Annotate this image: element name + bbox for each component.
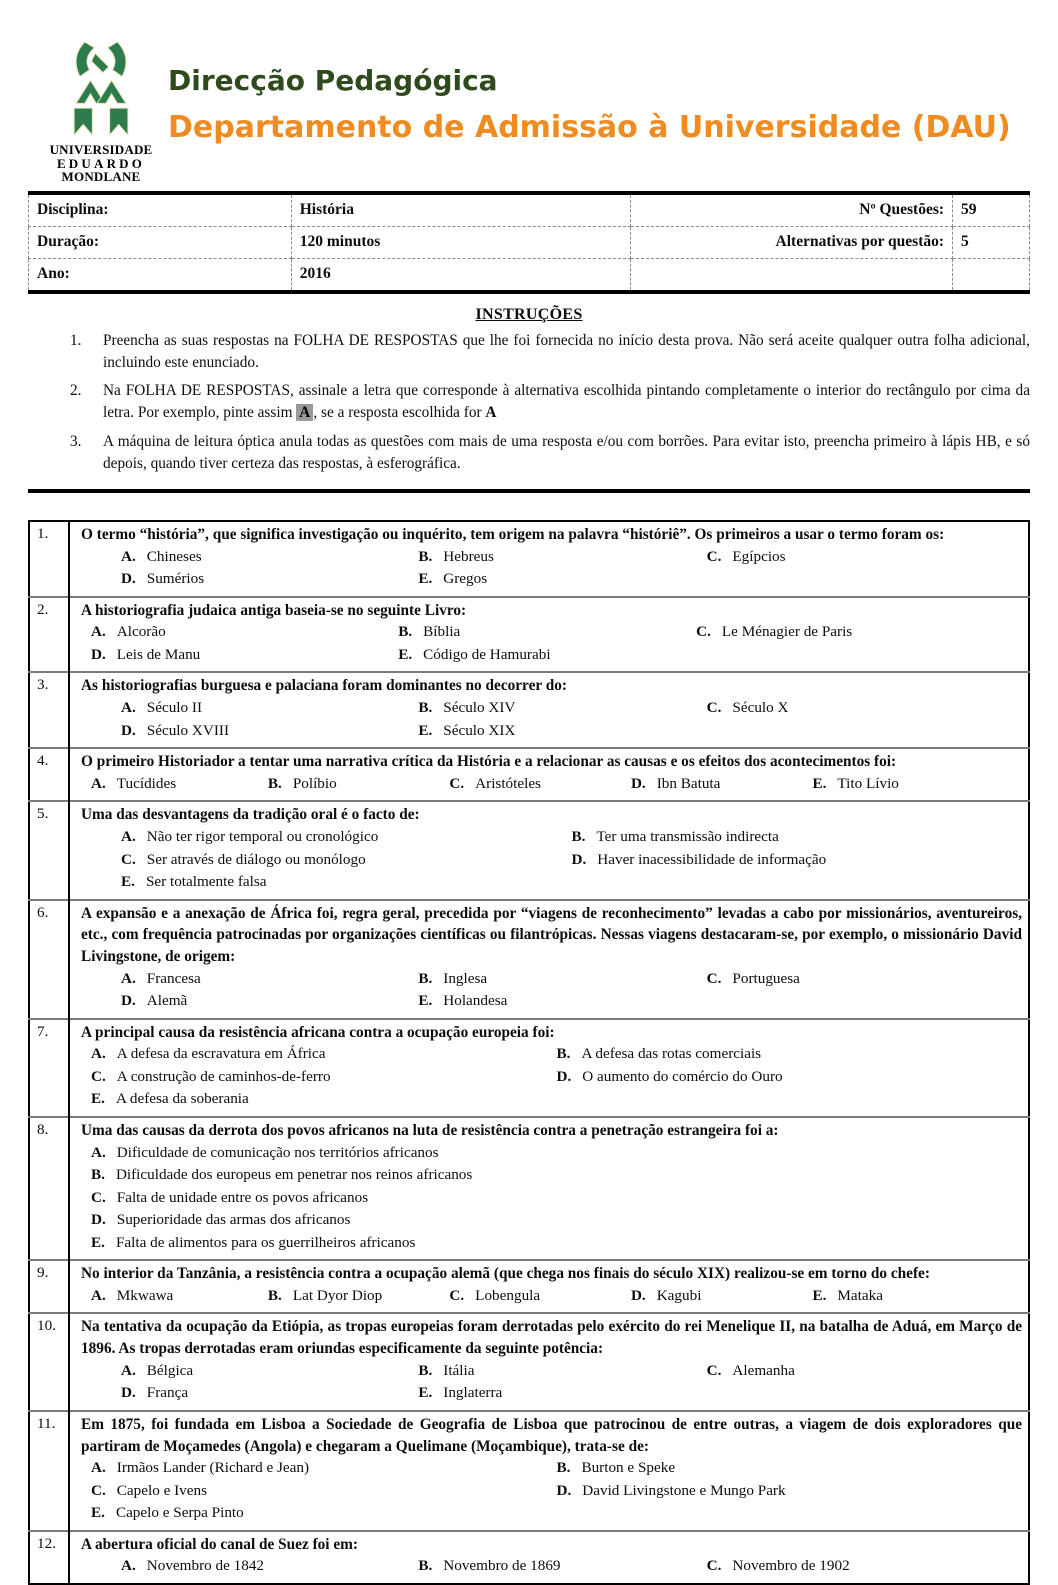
question-number: 2. [29, 597, 69, 673]
option-text: Século X [732, 699, 789, 717]
question-stem: As historiografias burguesa e palaciana foram dominantes no decorrer do: [81, 677, 567, 695]
option-letter: A. [121, 1557, 136, 1575]
option-text: Holandesa [443, 992, 508, 1010]
answer-letter-example: A [485, 404, 497, 422]
option-letter: D. [121, 570, 136, 588]
alternativas-label: Alternativas por questão: [631, 226, 953, 258]
answer-option [418, 1382, 706, 1405]
option-letter: E. [418, 721, 433, 739]
info-empty-cell [631, 258, 953, 292]
question-cell [69, 597, 1029, 673]
option-text: Burton e Speke [581, 1459, 676, 1477]
option-text: Capelo e Serpa Pinto [115, 1504, 244, 1522]
question-row [29, 1019, 1029, 1117]
option-text: A defesa da soberania [115, 1090, 249, 1108]
option-letter: D. [121, 992, 136, 1010]
option-letter: B. [571, 828, 586, 846]
answer-option [707, 968, 1022, 991]
uem-emblem-icon [53, 40, 149, 136]
question-options [81, 1457, 1022, 1525]
option-text: Alcorão [116, 623, 166, 641]
option-text: Novembro de 1902 [732, 1557, 850, 1575]
answer-option [631, 773, 813, 796]
option-text: Dificuldade de comunicação nos territórios africanos [116, 1143, 439, 1161]
question-row [29, 801, 1029, 899]
question-options [81, 1043, 1022, 1111]
question-options [81, 1360, 1022, 1405]
instructions-section [28, 306, 1030, 475]
option-letter: E. [418, 1384, 433, 1402]
option-text: Ser através de diálogo ou monólogo [146, 850, 366, 868]
option-letter: E. [121, 873, 135, 891]
answer-option [418, 720, 706, 743]
answer-option [557, 1043, 1023, 1066]
question-stem: O termo “história”, que significa investigação ou inquérito, tem origem na palavra “históriê”. Os primeiros a usar o termo foram os: [81, 525, 945, 543]
option-letter: B. [418, 1557, 433, 1575]
disciplina-label: Disciplina: [29, 193, 292, 227]
option-letter: D. [121, 1384, 136, 1402]
answer-option [707, 697, 1022, 720]
option-letter: C. [706, 1361, 722, 1379]
answer-option [557, 1066, 1023, 1089]
section-divider-rule [28, 489, 1030, 493]
option-text: Século II [146, 699, 203, 717]
question-options [81, 968, 1022, 1013]
option-letter: E. [418, 570, 433, 588]
question-number: 6. [29, 900, 69, 1019]
question-number: 12. [29, 1531, 69, 1584]
question-row [29, 748, 1029, 801]
question-options [81, 826, 1022, 894]
answer-option [398, 621, 696, 644]
option-letter: B. [418, 699, 433, 717]
question-cell [69, 521, 1029, 597]
question-cell [69, 1019, 1029, 1117]
answer-option [91, 1285, 268, 1308]
option-text: Mataka [837, 1286, 883, 1304]
answer-option [91, 1209, 1022, 1232]
option-text: Capelo e Ivens [116, 1481, 208, 1499]
answer-option [418, 990, 706, 1013]
ano-label: Ano: [29, 258, 292, 292]
department-title: Departamento de Admissão à Universidade (DAU) [168, 109, 1011, 145]
question-number: 1. [29, 521, 69, 597]
option-letter: B. [418, 547, 433, 565]
option-letter: A. [91, 1286, 106, 1304]
option-letter: C. [706, 969, 722, 987]
option-letter: C. [121, 850, 136, 868]
option-text: A defesa da escravatura em África [116, 1045, 326, 1063]
instructions-title: INSTRUÇÕES [475, 305, 583, 323]
option-letter: B. [267, 774, 282, 792]
header-titles [168, 40, 1011, 144]
answer-option [707, 1555, 1022, 1578]
option-letter: A. [91, 774, 106, 792]
answer-option [418, 568, 706, 591]
option-text: Inglaterra [443, 1384, 503, 1402]
answer-option [121, 968, 418, 991]
instruction-item-2 [28, 380, 1030, 424]
university-name [46, 143, 156, 184]
option-text: Portuguesa [732, 969, 800, 987]
university-name-line3: MONDLANE [61, 169, 141, 185]
instruction-item-3 [28, 431, 1030, 475]
answer-option [812, 773, 1021, 796]
option-text: França [146, 1384, 189, 1402]
info-row-disciplina [29, 193, 1030, 227]
option-letter: C. [91, 1481, 106, 1499]
option-text: Inglesa [443, 969, 488, 987]
question-row [29, 597, 1029, 673]
answer-option [121, 990, 418, 1013]
alternativas-value: 5 [953, 226, 1030, 258]
answer-option [121, 849, 572, 872]
ano-value: 2016 [291, 258, 631, 292]
option-letter: A. [121, 969, 136, 987]
option-text: Século XIX [443, 721, 516, 739]
university-name-line1: UNIVERSIDADE [49, 142, 153, 157]
answer-option [91, 1232, 1022, 1255]
filled-answer-example-mark: A [296, 404, 313, 421]
question-stem: Uma das desvantagens da tradição oral é o facto de: [81, 806, 420, 824]
option-text: David Livingstone e Mungo Park [582, 1481, 786, 1499]
option-text: Século XVIII [146, 721, 230, 739]
answer-option [696, 621, 1022, 644]
answer-option [91, 621, 398, 644]
option-letter: C. [91, 1067, 106, 1085]
answer-option [812, 1285, 1021, 1308]
answer-option [449, 773, 631, 796]
question-row [29, 1531, 1029, 1584]
answer-option [572, 826, 1023, 849]
option-letter: D. [91, 645, 106, 663]
answer-option [121, 720, 418, 743]
question-cell [69, 1313, 1029, 1410]
option-text: Não ter rigor temporal ou cronológico [146, 828, 379, 846]
university-logo [46, 40, 156, 184]
direction-title: Direcção Pedagógica [168, 64, 498, 97]
option-letter: B. [418, 1361, 433, 1379]
answer-option [572, 849, 1023, 872]
answer-option [268, 773, 450, 796]
option-letter: A. [91, 1045, 106, 1063]
option-text: Tucídides [116, 774, 177, 792]
question-number: 10. [29, 1313, 69, 1410]
option-letter: A. [121, 828, 136, 846]
option-text: Políbio [292, 774, 337, 792]
answer-option [418, 1360, 706, 1383]
question-row [29, 1260, 1029, 1313]
question-cell [69, 1117, 1029, 1260]
option-letter: A. [91, 1459, 106, 1477]
instruction-text: Preencha as suas respostas na FOLHA DE RESPOSTAS que lhe foi fornecida no início desta prova. Não será aceite qualquer outra folha adicional, incluindo este enunciado. [103, 331, 1030, 372]
university-name-line2: EDUARDO [56, 155, 146, 171]
duracao-value: 120 minutos [291, 226, 631, 258]
question-stem: A principal causa da resistência africana contra a ocupação europeia foi: [81, 1023, 555, 1041]
question-stem: A historiografia judaica antiga baseia-se no seguinte Livro: [81, 601, 467, 619]
option-letter: E. [398, 645, 413, 663]
option-text: Novembro de 1869 [443, 1557, 561, 1575]
option-text: Bíblia [423, 623, 461, 641]
info-empty-cell [953, 258, 1030, 292]
option-letter: B. [556, 1045, 571, 1063]
question-cell [69, 801, 1029, 899]
info-row-ano [29, 258, 1030, 292]
option-letter: D. [630, 774, 646, 792]
option-text: Alemã [146, 992, 188, 1010]
option-text: Ter uma transmissão indirecta [596, 828, 779, 846]
num-questoes-label: Nº Questões: [631, 193, 953, 227]
answer-option [557, 1480, 1023, 1503]
instruction-number: 1. [70, 331, 82, 349]
question-options [81, 1142, 1022, 1255]
option-letter: D. [556, 1067, 572, 1085]
option-text: Novembro de 1842 [146, 1557, 265, 1575]
option-text: Gregos [443, 570, 488, 588]
answer-option [631, 1285, 813, 1308]
option-letter: D. [121, 721, 136, 739]
option-letter: A. [121, 547, 136, 565]
option-text: Sumérios [146, 570, 205, 588]
option-text: Egípcios [732, 547, 786, 565]
answer-option [707, 546, 1022, 569]
option-text: Itália [443, 1361, 475, 1379]
option-text: A construção de caminhos-de-ferro [116, 1067, 331, 1085]
option-text: Código de Hamurabi [423, 645, 551, 663]
question-cell [69, 748, 1029, 801]
question-row [29, 1313, 1029, 1410]
question-number: 8. [29, 1117, 69, 1260]
option-letter: A. [121, 1361, 136, 1379]
question-number: 4. [29, 748, 69, 801]
question-number: 11. [29, 1411, 69, 1531]
option-letter: B. [91, 1166, 105, 1184]
option-letter: D. [556, 1481, 572, 1499]
option-letter: E. [91, 1233, 105, 1251]
option-letter: D. [91, 1211, 106, 1229]
answer-option [91, 1066, 557, 1089]
question-options [81, 697, 1022, 742]
answer-option [91, 1457, 557, 1480]
option-text: Hebreus [443, 547, 494, 565]
answer-option [91, 1502, 557, 1525]
answer-option [557, 1457, 1023, 1480]
option-letter: C. [706, 547, 722, 565]
option-letter: E. [812, 774, 827, 792]
answer-option [91, 1088, 557, 1111]
option-text: Superioridade das armas dos africanos [116, 1211, 351, 1229]
question-row [29, 1411, 1029, 1531]
option-text: Alemanha [732, 1361, 795, 1379]
option-letter: C. [449, 1286, 465, 1304]
disciplina-value: História [291, 193, 631, 227]
answer-option [91, 1164, 1022, 1187]
option-letter: B. [556, 1459, 571, 1477]
questions-table [28, 520, 1030, 1585]
option-letter: C. [449, 774, 465, 792]
exam-document-page [0, 40, 1058, 1575]
option-text: Lobengula [475, 1286, 541, 1304]
option-letter: B. [267, 1286, 282, 1304]
answer-option [121, 1360, 418, 1383]
question-options [81, 1555, 1022, 1578]
question-stem: No interior da Tanzânia, a resistência contra a ocupação alemã (que chega nos finais do século XIX) realizou-se em torno do chefe: [81, 1265, 930, 1283]
option-text: Aristóteles [475, 774, 541, 792]
option-text: Irmãos Lander (Richard e Jean) [116, 1459, 310, 1477]
answer-option [91, 1043, 557, 1066]
option-letter: E. [91, 1090, 105, 1108]
answer-option [91, 1142, 1022, 1165]
option-text: Ser totalmente falsa [145, 873, 267, 891]
option-text: Kagubi [656, 1286, 702, 1304]
answer-option [449, 1285, 631, 1308]
question-stem: A abertura oficial do canal de Suez foi em: [81, 1535, 359, 1553]
option-letter: B. [418, 969, 433, 987]
option-letter: A. [91, 1143, 106, 1161]
option-letter: B. [398, 623, 413, 641]
answer-option [121, 546, 418, 569]
option-text: Século XIV [443, 699, 516, 717]
option-letter: A. [91, 623, 106, 641]
answer-option [91, 644, 398, 667]
instruction-number: 2. [70, 382, 82, 400]
answer-option [707, 1360, 1022, 1383]
option-text: Leis de Manu [116, 645, 201, 663]
question-cell [69, 1411, 1029, 1531]
answer-option [91, 1187, 1022, 1210]
document-header [46, 40, 1030, 184]
answer-option [121, 826, 572, 849]
option-text: Le Ménagier de Paris [721, 623, 853, 641]
instruction-text: , se a resposta escolhida for [313, 404, 486, 422]
option-text: Chineses [146, 547, 202, 565]
option-text: Ibn Batuta [656, 774, 721, 792]
question-stem: Na tentativa da ocupação da Etiópia, as tropas europeias foram derrotadas pelo exército do rei Menelique II, na batalha de Aduá, em Março de 1896. As tropas derrotadas eram oriundas especificamente da seguinte potência: [81, 1318, 1022, 1358]
question-options [81, 773, 1022, 796]
instruction-text: Na FOLHA DE RESPOSTAS, assinale a letra que corresponde à alternativa escolhida pintando completamente o interior do rectângulo por cima da letra. Por exemplo, pinte assim [103, 382, 1030, 422]
option-letter: E. [91, 1504, 105, 1522]
question-cell [69, 900, 1029, 1019]
option-text: Tito Lívio [837, 774, 899, 792]
option-text: Mkwawa [116, 1286, 174, 1304]
question-options [81, 1285, 1022, 1308]
question-cell [69, 1260, 1029, 1313]
option-letter: A. [121, 699, 136, 717]
option-letter: C. [706, 699, 722, 717]
duracao-label: Duração: [29, 226, 292, 258]
exam-info-table [28, 191, 1030, 294]
option-text: Lat Dyor Diop [292, 1286, 383, 1304]
option-text: Falta de unidade entre os povos africanos [116, 1188, 369, 1206]
question-number: 7. [29, 1019, 69, 1117]
answer-option [268, 1285, 450, 1308]
info-row-duracao [29, 226, 1030, 258]
answer-option [91, 773, 268, 796]
answer-option [121, 697, 418, 720]
num-questoes-value: 59 [953, 193, 1030, 227]
question-row [29, 1117, 1029, 1260]
question-options [81, 621, 1022, 666]
answer-option [418, 697, 706, 720]
option-letter: D. [571, 850, 587, 868]
question-stem: Uma das causas da derrota dos povos africanos na luta de resistência contra a penetração estrangeira foi a: [81, 1121, 779, 1139]
answer-option [418, 968, 706, 991]
question-cell [69, 1531, 1029, 1584]
question-number: 9. [29, 1260, 69, 1313]
answer-option [121, 1382, 418, 1405]
question-number: 3. [29, 672, 69, 748]
option-letter: C. [706, 1557, 722, 1575]
question-cell [69, 672, 1029, 748]
answer-option [398, 644, 696, 667]
question-options [81, 546, 1022, 591]
option-text: Bélgica [146, 1361, 194, 1379]
option-letter: C. [696, 623, 711, 641]
option-text: A defesa das rotas comerciais [581, 1045, 762, 1063]
option-letter: E. [812, 1286, 827, 1304]
option-letter: C. [91, 1188, 106, 1206]
instruction-number: 3. [70, 432, 82, 450]
answer-option [121, 568, 418, 591]
answer-option [121, 1555, 418, 1578]
option-text: Francesa [146, 969, 201, 987]
question-row [29, 900, 1029, 1019]
question-row [29, 521, 1029, 597]
answer-option [418, 546, 706, 569]
option-letter: E. [418, 992, 433, 1010]
option-text: Dificuldade dos europeus em penetrar nos reinos africanos [115, 1166, 473, 1184]
instruction-text: A máquina de leitura óptica anula todas as questões com mais de uma resposta e/ou com borrões. Para evitar isto, preencha primeiro à lápis HB, e só depois, quando tiver certeza das respostas, à esferográfica. [103, 432, 1030, 472]
question-number: 5. [29, 801, 69, 899]
option-text: Haver inacessibilidade de informação [597, 850, 827, 868]
option-text: O aumento do comércio do Ouro [582, 1067, 783, 1085]
question-stem: O primeiro Historiador a tentar uma narrativa crítica da História e a relacionar as causas e os efeitos dos acontecimentos foi: [81, 753, 897, 771]
answer-option [418, 1555, 706, 1578]
option-text: Falta de alimentos para os guerrilheiros africanos [115, 1233, 416, 1251]
option-letter: D. [630, 1286, 646, 1304]
question-stem: A expansão e a anexação de África foi, regra geral, precedida por “viagens de reconhecimento” levadas a cabo por missionários, aventureiros, etc., com frequência patrocinadas por organizações científicas ou filantrópicas. Nessas viagens destacaram-se, por exemplo, o missionário David Livingstone, de origem: [81, 904, 1022, 965]
instruction-item-1 [28, 330, 1030, 374]
question-stem: Em 1875, foi fundada em Lisboa a Sociedade de Geografia de Lisboa que patrocinou de entre outras, a viagem de dois exploradores que partiram de Moçamedes (Angola) e chegaram a Quelimane (Moçambique), trata-se de: [81, 1415, 1022, 1455]
answer-option [121, 871, 572, 894]
answer-option [91, 1480, 557, 1503]
question-row [29, 672, 1029, 748]
